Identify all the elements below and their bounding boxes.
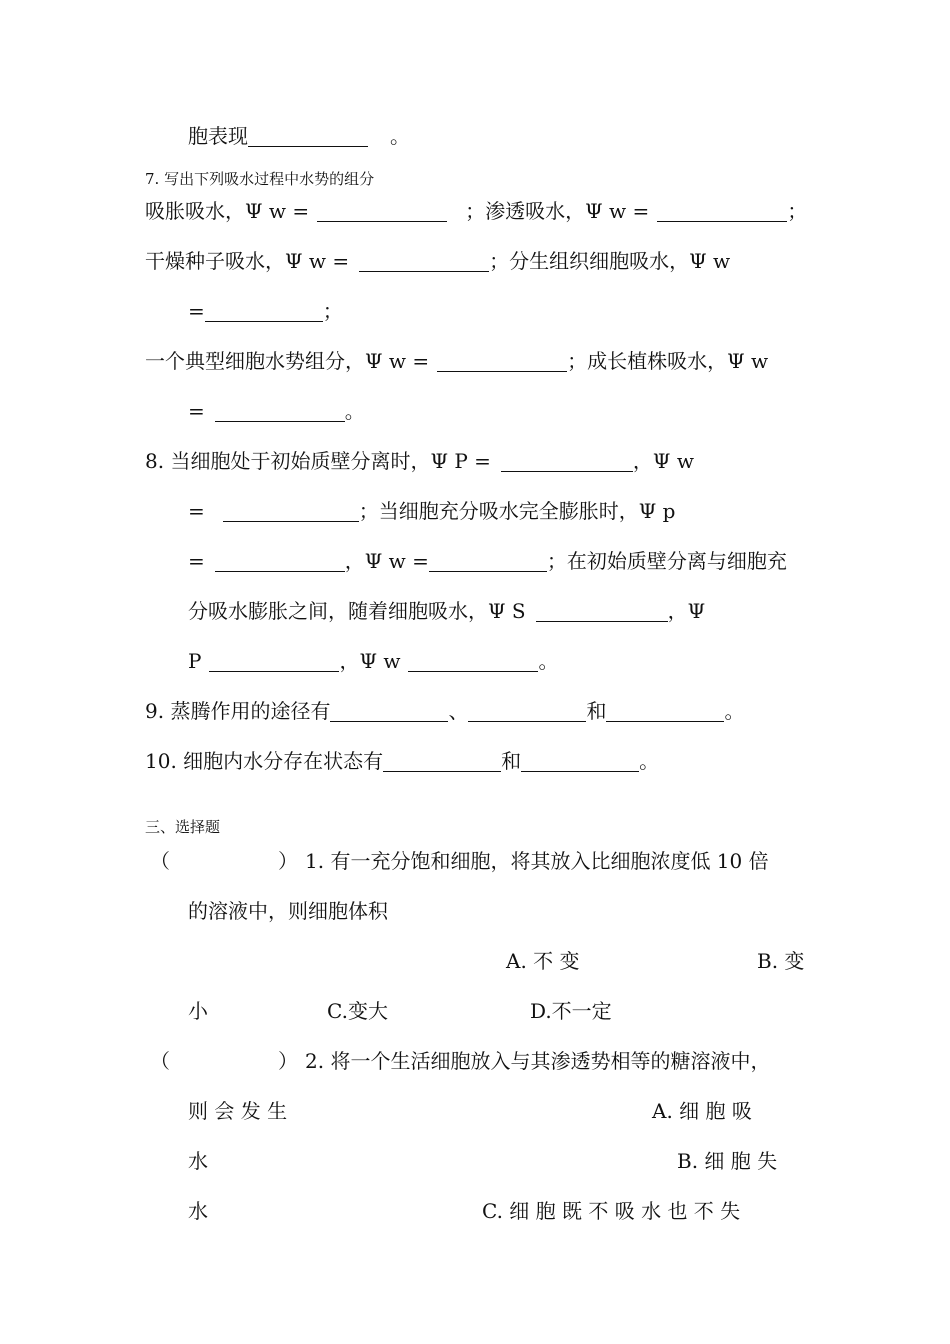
q10-text: 和 [501, 749, 522, 773]
q8-text: ；当细胞充分吸水完全膨胀时，Ψ p [358, 499, 676, 523]
answer-blank[interactable] [536, 599, 668, 622]
q6-tail-text: 胞表现 [188, 124, 248, 148]
c1-paren-close: ） [278, 849, 298, 873]
c2-stem-2: 则 会 发 生 [188, 1099, 288, 1123]
q8-text: ；在初始质壁分离与细胞充 [546, 549, 787, 573]
c2-option-a-tail: 水 [188, 1149, 208, 1173]
answer-blank[interactable] [317, 199, 447, 222]
c1-option-b-tail: 小 [188, 999, 208, 1023]
answer-blank[interactable] [359, 249, 489, 272]
q7-text: 吸胀吸水，Ψ w = [145, 199, 310, 223]
q8-text: = [188, 499, 205, 523]
q7-text: ；分生组织细胞吸水，Ψ w [489, 249, 731, 273]
q8-line-5 [188, 646, 558, 676]
q7-line-4 [145, 346, 768, 376]
q8-text: ，Ψ [667, 599, 706, 623]
q7-line-3 [188, 296, 343, 326]
c2-option-b[interactable]: B. 细 胞 失 [677, 1149, 778, 1173]
q8-text: P [188, 649, 202, 673]
q7-line-1 [145, 196, 807, 226]
c1-option-c[interactable]: C.变大 [327, 999, 388, 1023]
answer-blank[interactable] [205, 299, 323, 322]
answer-blank[interactable] [209, 649, 339, 672]
answer-blank[interactable] [437, 349, 567, 372]
q9-line [145, 696, 744, 726]
answer-blank[interactable] [468, 699, 586, 722]
c2-option-a[interactable]: A. 细 胞 吸 [652, 1099, 752, 1123]
q10-line [145, 746, 659, 776]
q8-text: ，Ψ w [632, 449, 694, 473]
answer-blank[interactable] [248, 124, 368, 147]
q10-text: 。 [639, 749, 660, 773]
q8-line-4 [188, 596, 705, 626]
q7-text: 。 [344, 399, 365, 423]
c1-option-d[interactable]: D.不一定 [530, 999, 612, 1023]
answer-blank[interactable] [215, 549, 345, 572]
answer-blank[interactable] [408, 649, 538, 672]
answer-blank[interactable] [657, 199, 787, 222]
q8-line-1 [145, 446, 694, 476]
answer-blank[interactable] [223, 499, 359, 522]
q7-text: ； [787, 199, 808, 223]
q7-text: ；渗透吸水，Ψ w = [465, 199, 650, 223]
q7-text: ； [322, 299, 343, 323]
answer-blank[interactable] [501, 449, 633, 472]
q7-line-2 [145, 246, 730, 276]
q6-tail-end: 。 [390, 124, 410, 148]
c2-stem-1: 2. 将一个生活细胞放入与其渗透势相等的糖溶液中， [305, 1049, 771, 1073]
answer-blank[interactable] [521, 749, 639, 772]
q8-text: = [188, 549, 205, 573]
c1-option-a[interactable]: A. 不 变 [506, 949, 580, 973]
q9-text: 9. 蒸腾作用的途径有 [145, 699, 331, 723]
q10-text: 10. 细胞内水分存在状态有 [145, 749, 384, 773]
c1-stem-2: 的溶液中，则细胞体积 [188, 899, 388, 923]
section-title: 三、选择题 [145, 818, 221, 836]
c1-stem-1: 1. 有一充分饱和细胞，将其放入比细胞浓度低 10 倍 [305, 849, 769, 873]
c2-paren-open: （ [150, 1049, 170, 1073]
q7-text: 一个典型细胞水势组分，Ψ w = [145, 349, 430, 373]
q7-text: ；成长植株吸水，Ψ w [567, 349, 769, 373]
q9-text: 和 [586, 699, 607, 723]
q8-text: 分吸水膨胀之间，随着细胞吸水，Ψ S [188, 599, 526, 623]
answer-blank[interactable] [215, 399, 345, 422]
q7-text: 干燥种子吸水，Ψ w = [145, 249, 350, 273]
q9-text: 。 [724, 699, 745, 723]
q8-text: ，Ψ w = [344, 549, 429, 573]
answer-blank[interactable] [330, 699, 448, 722]
q7-text: = [188, 399, 205, 423]
q8-line-2 [188, 496, 675, 526]
answer-blank[interactable] [383, 749, 501, 772]
q8-text: ，Ψ w [339, 649, 401, 673]
q7-line-5 [188, 396, 365, 426]
answer-blank[interactable] [606, 699, 724, 722]
c2-option-c[interactable]: C. 细 胞 既 不 吸 水 也 不 失 [482, 1199, 741, 1223]
q7-text: = [188, 299, 205, 323]
q7-title: 7. 写出下列吸水过程中水势的组分 [145, 170, 375, 188]
q8-text: 。 [538, 649, 559, 673]
c2-paren-close: ） [278, 1049, 298, 1073]
c1-paren-open: （ [150, 849, 170, 873]
answer-blank[interactable] [429, 549, 547, 572]
q8-text: 8. 当细胞处于初始质壁分离时，Ψ P = [145, 449, 491, 473]
q8-line-3 [188, 546, 787, 576]
c1-option-b[interactable]: B. 变 [757, 949, 805, 973]
q6-tail-line [188, 121, 410, 151]
c2-option-b-tail: 水 [188, 1199, 208, 1223]
q9-text: 、 [448, 699, 469, 723]
